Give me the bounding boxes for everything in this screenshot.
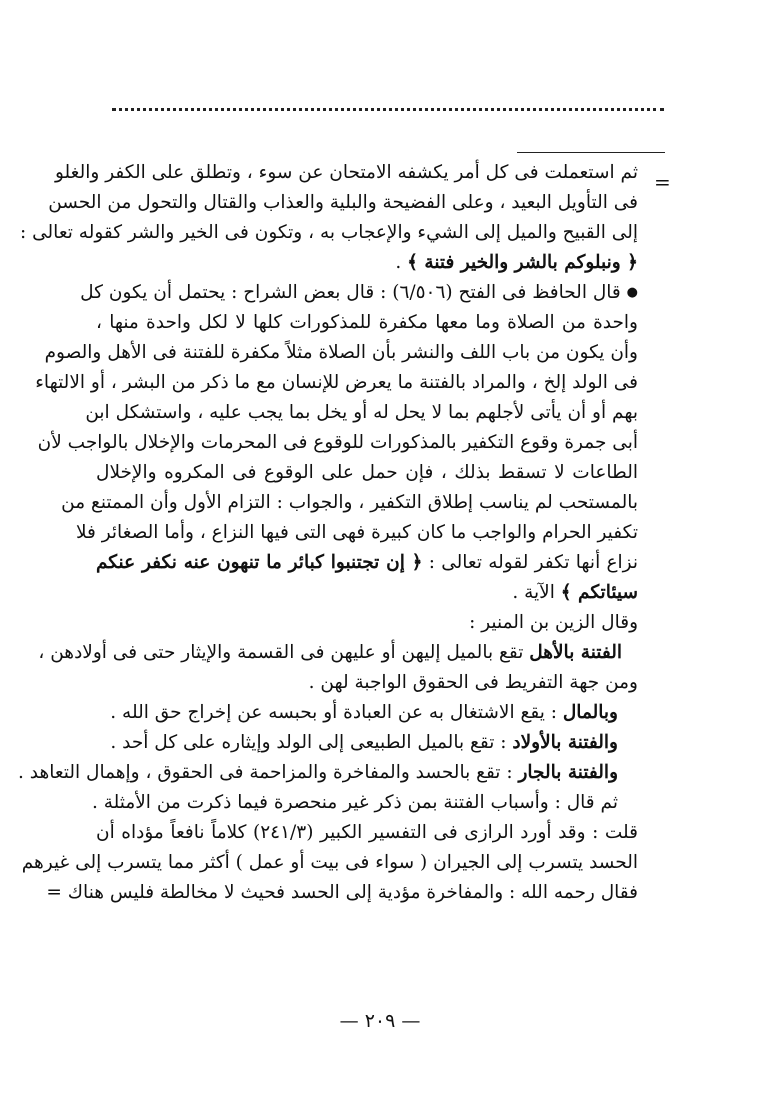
text-line: ومن جهة التفريط فى الحقوق الواجبة لهن .	[308, 672, 638, 693]
quran-verse-line: ﴿ ونبلوكم بالشر والخير فتنة ﴾ .	[395, 252, 638, 273]
text-line: والفتنة بالجار : تقع بالحسد والمفاخرة والمزاحمة فى الحقوق ، وإهمال التعاهد .	[17, 762, 618, 783]
footnote-separator-rule	[517, 152, 665, 153]
bullet-icon: ●	[626, 285, 638, 300]
text-line: ● قال الحافظ فى الفتح (٦/٥٠٦) : قال بعض الشراح : يحتمل أن يكون كل	[80, 282, 638, 303]
text-line: واحدة من الصلاة وما معها مكفرة للمذكورات كلها لا لكل واحدة منها ،	[96, 312, 638, 333]
text-line: وبالمال : يقع الاشتغال به عن العبادة أو بحبسه عن إخراج حق الله .	[110, 702, 618, 723]
header-dotted-rule	[112, 108, 664, 111]
text-line: قلت : وقد أورد الرازى فى التفسير الكبير (٢٤١/٣) كلاماً نافعاً مؤداه أن	[96, 822, 638, 843]
text-line: وأن يكون من باب اللف والنشر بأن الصلاة مثلاً مكفرة للفتنة فى الأهل والصوم	[44, 342, 638, 363]
text-line: وقال الزين بن المنير :	[469, 612, 638, 633]
text-line: الطاعات لا تسقط بذلك ، فإن حمل على الوقوع فى المكروه والإخلال	[96, 462, 638, 483]
text-line: فى الولد إلخ ، والمراد بالفتنة ما يعرض للإنسان مع ما ذكر من البشر ، أو الالتهاء	[35, 372, 638, 393]
text-line: بالمستحب لم يناسب إطلاق التكفير ، والجواب : التزام الأول وأن الممتنع من	[61, 492, 638, 513]
text-line: فى التأويل البعيد ، وعلى الفضيحة والبلية والعذاب والقتال والتحول من الحسن	[48, 192, 638, 213]
text-line: أبى جمرة وقوع التكفير بالمذكورات للوقوع فى المحرمات والإخلال بالواجب لأن	[37, 432, 638, 453]
text-line: فقال رحمه الله : والمفاخرة مؤدية إلى الحسد فحيث لا مخالطة فليس هناك =	[46, 882, 638, 903]
text-line: بهم أو أن يأتى لأجلهم بما لا يحل له أو يخل بما يجب عليه ، واستشكل ابن	[85, 402, 638, 423]
text-line: سيئاتكم ﴾ الآية .	[512, 582, 638, 603]
text-line: الحسد يتسرب إلى الجيران ( سواء فى بيت أو عمل ) أكثر مما يتسرب إلى غيرهم	[21, 852, 638, 873]
text-line: ثم استعملت فى كل أمر يكشفه الامتحان عن سوء ، وتطلق على الكفر والغلو	[55, 162, 638, 183]
text-line: نزاع أنها تكفر لقوله تعالى : ﴿ إن تجتنبوا كبائر ما تنهون عنه نكفر عنكم	[96, 552, 638, 573]
text-line: ثم قال : وأسباب الفتنة بمن ذكر غير منحصرة فيما ذكرت من الأمثلة .	[91, 792, 618, 813]
footnote-text-block	[17, 158, 638, 908]
page-number: — ٢٠٩ —	[339, 1010, 421, 1032]
text-line: تكفير الحرام والواجب ما كان كبيرة فهى التى فيها النزاع ، وأما الصغائر فلا	[75, 522, 638, 543]
text-line: الفتنة بالأهل تقع بالميل إليهن أو عليهن فى القسمة والإيثار حتى فى أولادهن ،	[38, 642, 622, 663]
text-line: إلى القبيح والميل إلى الشيء والإعجاب به ، وتكون فى الخير والشر كقوله تعالى :	[20, 222, 638, 243]
text-line: والفتنة بالأولاد : تقع بالميل الطبيعى إلى الولد وإيثاره على كل أحد .	[110, 732, 618, 753]
continuation-mark: =	[654, 170, 671, 194]
